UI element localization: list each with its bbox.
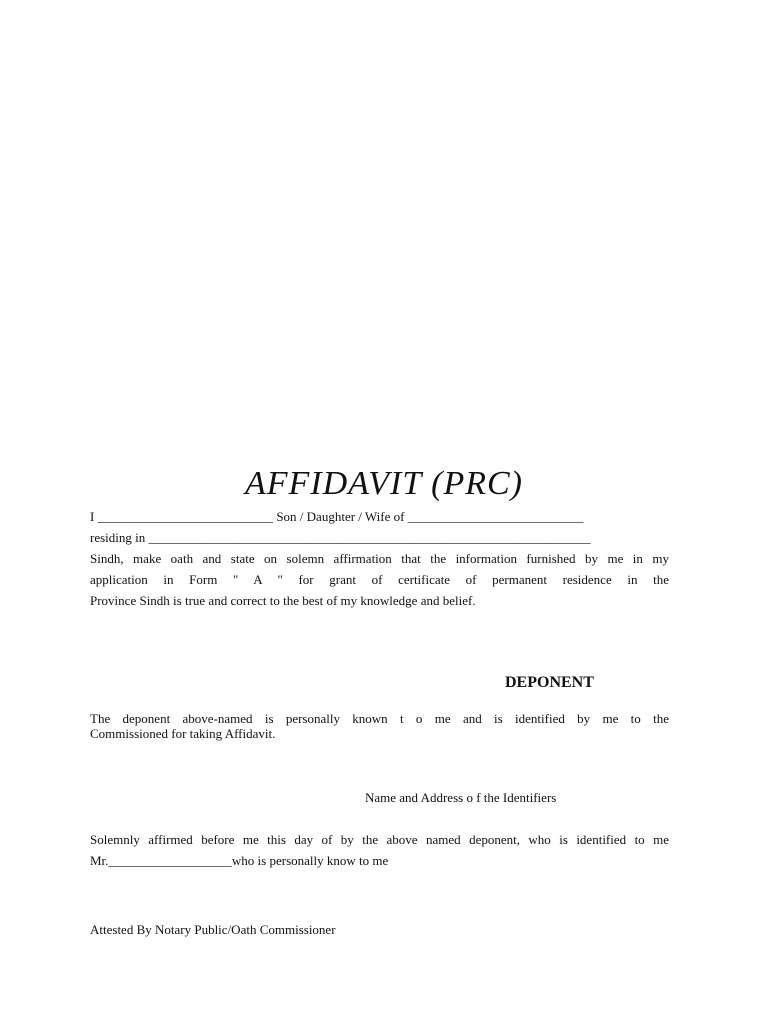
application-line: application in Form " A " for grant of certificate of permanent residence in the [90,572,669,587]
witness-line: Mr.___________________who is personally know to me [90,853,389,868]
commissioner-line: Commissioned for taking Affidavit. [90,726,276,741]
identifiers-label: Name and Address o f the Identifiers [365,790,557,805]
document-title: AFFIDAVIT (PRC) [244,465,523,502]
belief-line: Province Sindh is true and correct to the best of my knowledge and belief. [90,593,476,608]
declarant-line: I ___________________________ Son / Daughter / Wife of ___________________________ [90,509,584,524]
attestation-line: Attested By Notary Public/Oath Commissioner [90,922,336,937]
affirmation-line: Solemnly affirmed before me this day of by the above named deponent, who is identified to me [90,832,669,847]
oath-line: Sindh, make oath and state on solemn affirmation that the information furnished by me in my [90,551,669,566]
identification-line: The deponent above-named is personally known t o me and is identified by me to the [90,711,669,726]
residence-line: residing in ____________________________________________________________________ [90,530,591,545]
deponent-label: DEPONENT [505,674,594,691]
